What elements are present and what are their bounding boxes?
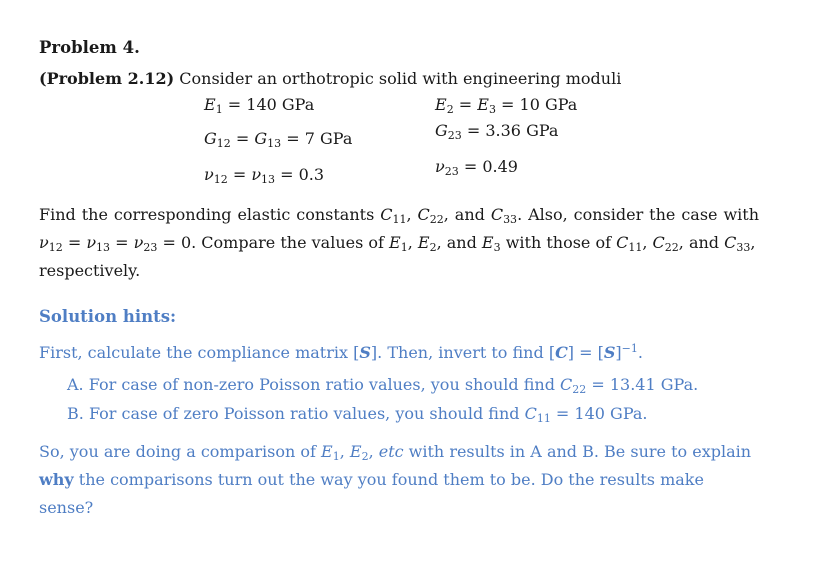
problem-intro <box>39 69 759 89</box>
solution-intro-part1: First, calculate the compliance matrix <box>39 343 354 363</box>
task-text-part3: . Compare the values of <box>191 232 390 252</box>
closing-part3: the comparisons turn out the way you found them to be. Do the results make sense? <box>39 470 704 518</box>
task-text-part5: respectively. <box>39 260 141 280</box>
solution-heading: Solution hints: <box>39 306 177 326</box>
closing-why: why <box>39 470 74 490</box>
problem-intro-text: Consider an orthotropic solid with engineering moduli <box>174 68 622 88</box>
modulus-g12-g13-value: 7 GPa <box>304 128 353 148</box>
hint-a-text: For case of non-zero Poisson ratio values, you should find <box>88 375 561 395</box>
closing-part2: with results in A and B. Be sure to explain <box>403 442 752 462</box>
hint-b-text: For case of zero Poisson ratio values, you should find <box>88 404 525 424</box>
solution-hints <box>39 307 759 523</box>
task-text-part2: . Also, consider the case with <box>517 204 759 224</box>
task-zero-value: 0 <box>180 232 192 252</box>
solution-intro: First, calculate the compliance matrix [S]. Then, invert to find $[C] = [S]^{-1}$. <box>39 342 643 363</box>
task-text: Find the corresponding elastic constants $C_{11}$, $C_{22}$, and $C_{33}$. Also, consider the case with $\nu_{12} = \nu_{13} = \nu_{23} = 0$. Compare the values of $E_1$, $E_2$, and $E_3$ with those of $C_{11}$, $C_{22}$, and $C_{33}$, respectively. <box>39 204 759 280</box>
closing-part1: So, you are doing a comparison of <box>39 442 322 462</box>
modulus-g12-g13: $G_{12} = G_{13} = 7$ GPa <box>204 128 353 150</box>
hint-item-b: B. For case of zero Poisson ratio values, you should find $C_{11} = 140$ GPa. <box>67 404 648 426</box>
task-text-part1: Find the corresponding elastic constants <box>39 204 381 224</box>
hint-b-marker: B. <box>67 404 84 424</box>
modulus-g23: $G_{23} = 3.36$ GPa <box>435 120 559 142</box>
solution-intro-part2: . Then, invert to find <box>377 343 549 363</box>
problem-reference: (Problem 2.12) <box>39 68 175 88</box>
moduli-block <box>39 93 759 189</box>
poisson-nu23-value: 0.49 <box>482 156 518 176</box>
modulus-e1-value: 140 GPa <box>246 94 315 114</box>
hint-b-value: 140 GPa. <box>574 404 648 424</box>
hint-list <box>39 375 759 424</box>
hint-a-marker: A. <box>67 375 84 395</box>
hint-item-a: A. For case of non-zero Poisson ratio values, you should find $C_{22} = 13.41$ GPa. <box>67 375 699 397</box>
modulus-e1: $E_1 = 140$ GPa <box>204 94 315 116</box>
poisson-nu12-nu13: $\nu_{12} = \nu_{13} = 0.3$ <box>204 164 325 186</box>
poisson-nu12-nu13-value: 0.3 <box>298 164 325 184</box>
modulus-g23-value: 3.36 GPa <box>485 120 559 140</box>
hint-a-value: 13.41 GPa. <box>609 375 699 395</box>
modulus-e2-e3: $E_2 = E_3 = 10$ GPa <box>435 94 578 116</box>
poisson-nu23: $\nu_{23} = 0.49$ <box>435 156 518 178</box>
solution-closing: So, you are doing a comparison of $E_1$, $E_2$, etc with results in A and B. Be sure to explain why the comparisons turn out the way you found them to be. Do the results make sense? <box>39 442 752 518</box>
problem-heading: Problem 4. <box>39 38 140 57</box>
page-content <box>39 38 759 522</box>
modulus-e2-e3-value: 10 GPa <box>519 94 578 114</box>
task-text-part4: with those of <box>500 232 617 252</box>
